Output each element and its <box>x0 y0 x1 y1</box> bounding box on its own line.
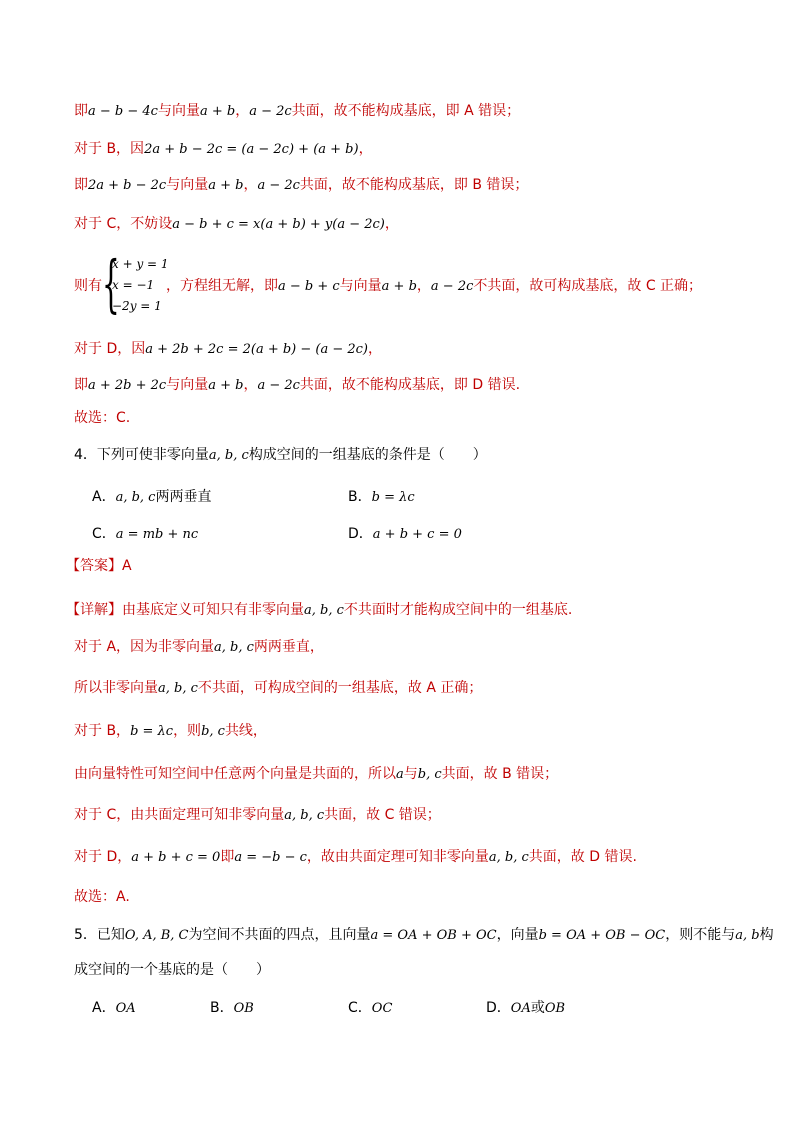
text: 故选：C. <box>74 410 131 426</box>
q5-option-b <box>210 998 254 1019</box>
math: a + b <box>208 178 244 193</box>
text: ，故由共面定理可知非零向量 <box>306 849 489 865</box>
text: 4．下列可使非零向量 <box>74 447 209 463</box>
q4-answer: 【答案】A <box>66 558 132 574</box>
math: a + 2b + 2c = 2(a + b) − (a − 2c) <box>145 342 369 357</box>
solution-line-5 <box>166 276 702 297</box>
q4-step-3 <box>74 721 267 742</box>
math: a − 2c <box>430 279 474 294</box>
math: b = λc <box>371 490 415 505</box>
text: 共面，故不能构成基底，即 B 错误； <box>299 177 529 193</box>
math: b = λc <box>130 724 174 739</box>
text: ， <box>235 103 250 119</box>
math: a <box>396 767 404 782</box>
text: A． <box>92 1000 116 1016</box>
text: 为空间不共面的四点，且向量 <box>188 927 371 943</box>
text: 或 <box>530 1000 545 1016</box>
solution-line-4 <box>74 214 399 235</box>
text: C． <box>348 1000 372 1016</box>
text: 两两垂直 <box>155 489 212 505</box>
math: OB <box>544 1001 566 1016</box>
text: ， <box>416 278 431 294</box>
text: 不共面时才能构成空间中的一组基底. <box>343 602 573 618</box>
q4-step-4 <box>74 764 558 785</box>
text: 由基底定义可知只有非零向量 <box>122 602 304 618</box>
text: 则有 <box>74 278 102 294</box>
text: 构 <box>759 927 774 943</box>
math: a = −b − c <box>234 850 307 865</box>
math: a, b, c <box>115 490 156 505</box>
text: A． <box>92 489 116 505</box>
text: 对于 D，因 <box>74 341 146 357</box>
text: 【详解】 <box>66 602 122 618</box>
text: 不共面，可构成空间的一组基底，故 A 正确； <box>197 680 483 696</box>
text: 构成空间的一组基底的条件是（ ） <box>248 447 487 463</box>
text: ， <box>368 341 383 357</box>
math: a = mb + nc <box>115 527 199 542</box>
text: 共面，故 C 错误； <box>324 807 441 823</box>
math: a + b <box>381 279 417 294</box>
math: b = OA + OB − OC <box>538 928 666 943</box>
q5-option-c <box>348 998 392 1019</box>
math: a + b <box>208 378 244 393</box>
q4-step-1 <box>74 637 324 658</box>
text: B． <box>348 489 372 505</box>
text: 与向量 <box>166 177 209 193</box>
math: a, b, c <box>284 808 325 823</box>
text: 对于 C，不妨设 <box>74 216 173 232</box>
system-eq-3: −2y = 1 <box>112 299 162 313</box>
math: a + b + c = 0 <box>131 850 221 865</box>
solution-line-8 <box>74 408 130 428</box>
text: 所以非零向量 <box>74 680 158 696</box>
q4-step-2 <box>74 678 482 699</box>
question-5-stem-2: 成空间的一个基底的是（ ） <box>74 962 270 978</box>
text: 即 <box>74 103 88 119</box>
text: 5．已知 <box>74 927 125 943</box>
solution-line-5-prefix <box>74 276 102 296</box>
text: 对于 B，因 <box>74 141 145 157</box>
math: a + b <box>199 104 236 119</box>
solution-line-7 <box>74 375 520 396</box>
solution-line-3 <box>74 175 528 196</box>
q5-option-d <box>486 998 565 1019</box>
math: a, b, c <box>208 448 249 463</box>
math: OA <box>510 1001 531 1016</box>
text: 与 <box>403 766 418 782</box>
q4-option-d <box>348 524 462 545</box>
q4-option-b <box>348 487 415 508</box>
math: OA <box>115 1001 136 1016</box>
text: 与向量 <box>339 278 382 294</box>
math: a, b, c <box>488 850 529 865</box>
text: ，向量 <box>496 927 539 943</box>
solution-line-1 <box>74 101 520 122</box>
text: 即 <box>74 177 88 193</box>
question-4-stem <box>74 445 487 466</box>
q4-step-5 <box>74 805 441 826</box>
text: 与向量 <box>166 377 209 393</box>
system-eq-1: x + y = 1 <box>112 257 169 271</box>
math: a − 2c <box>257 178 300 193</box>
text: D． <box>348 526 373 542</box>
math: a − 2c <box>249 104 292 119</box>
text: 对于 A，因为非零向量 <box>74 639 215 655</box>
math: O, A, B, C <box>124 928 189 943</box>
q4-option-a <box>92 487 211 508</box>
math: 2a + b − 2c = (a − 2c) + (a + b) <box>144 142 359 157</box>
math: a − b + c <box>278 279 340 294</box>
question-5-stem <box>74 925 774 946</box>
text: 共面，故不能构成基底，即 A 错误； <box>291 103 521 119</box>
text: 共线， <box>224 723 267 739</box>
text: ， <box>384 216 399 232</box>
math: a = OA + OB + OC <box>370 928 497 943</box>
math: a, b <box>735 928 760 943</box>
text: B． <box>210 1000 234 1016</box>
math: a + 2b + 2c <box>88 378 167 393</box>
text: 共面，故 D 错误. <box>528 849 637 865</box>
math: a, b, c <box>304 603 344 618</box>
math: a − b + c = x(a + b) + y(a − 2c) <box>172 217 385 232</box>
text: 故选：A. <box>74 889 130 905</box>
text: ， <box>358 141 373 157</box>
text: 与向量 <box>157 103 200 119</box>
math: a, b, c <box>214 640 254 655</box>
solution-line-6 <box>74 339 382 360</box>
math: b, c <box>201 724 225 739</box>
text: C． <box>92 526 116 542</box>
text: 共面，故不能构成基底，即 D 错误. <box>299 377 521 393</box>
math: a − 2c <box>257 378 300 393</box>
text: 共面，故 B 错误； <box>441 766 559 782</box>
text: ， <box>243 377 258 393</box>
math: a + b + c = 0 <box>372 527 462 542</box>
text: 不共面，故可构成基底，故 C 正确； <box>473 278 703 294</box>
math: a − b − 4c <box>88 104 158 119</box>
q4-detail <box>66 600 572 621</box>
text: 对于 B， <box>74 723 131 739</box>
text: 即 <box>220 849 235 865</box>
math: OC <box>371 1001 393 1016</box>
text: ， <box>243 177 258 193</box>
text: 由向量特性可知空间中任意两个向量是共面的，所以 <box>74 766 396 782</box>
q4-step-7 <box>74 887 130 907</box>
text: 对于 C，由共面定理可知非零向量 <box>74 807 285 823</box>
text: D． <box>486 1000 511 1016</box>
text: ，方程组无解，即 <box>166 278 278 294</box>
q4-step-6 <box>74 847 637 868</box>
math: OB <box>233 1001 254 1016</box>
system-brace: { <box>102 247 120 320</box>
text: 即 <box>74 377 88 393</box>
math: 2a + b − 2c <box>88 178 167 193</box>
q5-option-a <box>92 998 136 1019</box>
math: b, c <box>417 767 442 782</box>
q4-option-c <box>92 524 198 545</box>
system-eq-2: x = −1 <box>112 278 155 292</box>
math: a, b, c <box>158 681 198 696</box>
text: 两两垂直， <box>253 639 324 655</box>
text: 对于 D， <box>74 849 132 865</box>
text: ，则 <box>173 723 202 739</box>
solution-line-2 <box>74 139 373 160</box>
text: ，则不能与 <box>665 927 736 943</box>
